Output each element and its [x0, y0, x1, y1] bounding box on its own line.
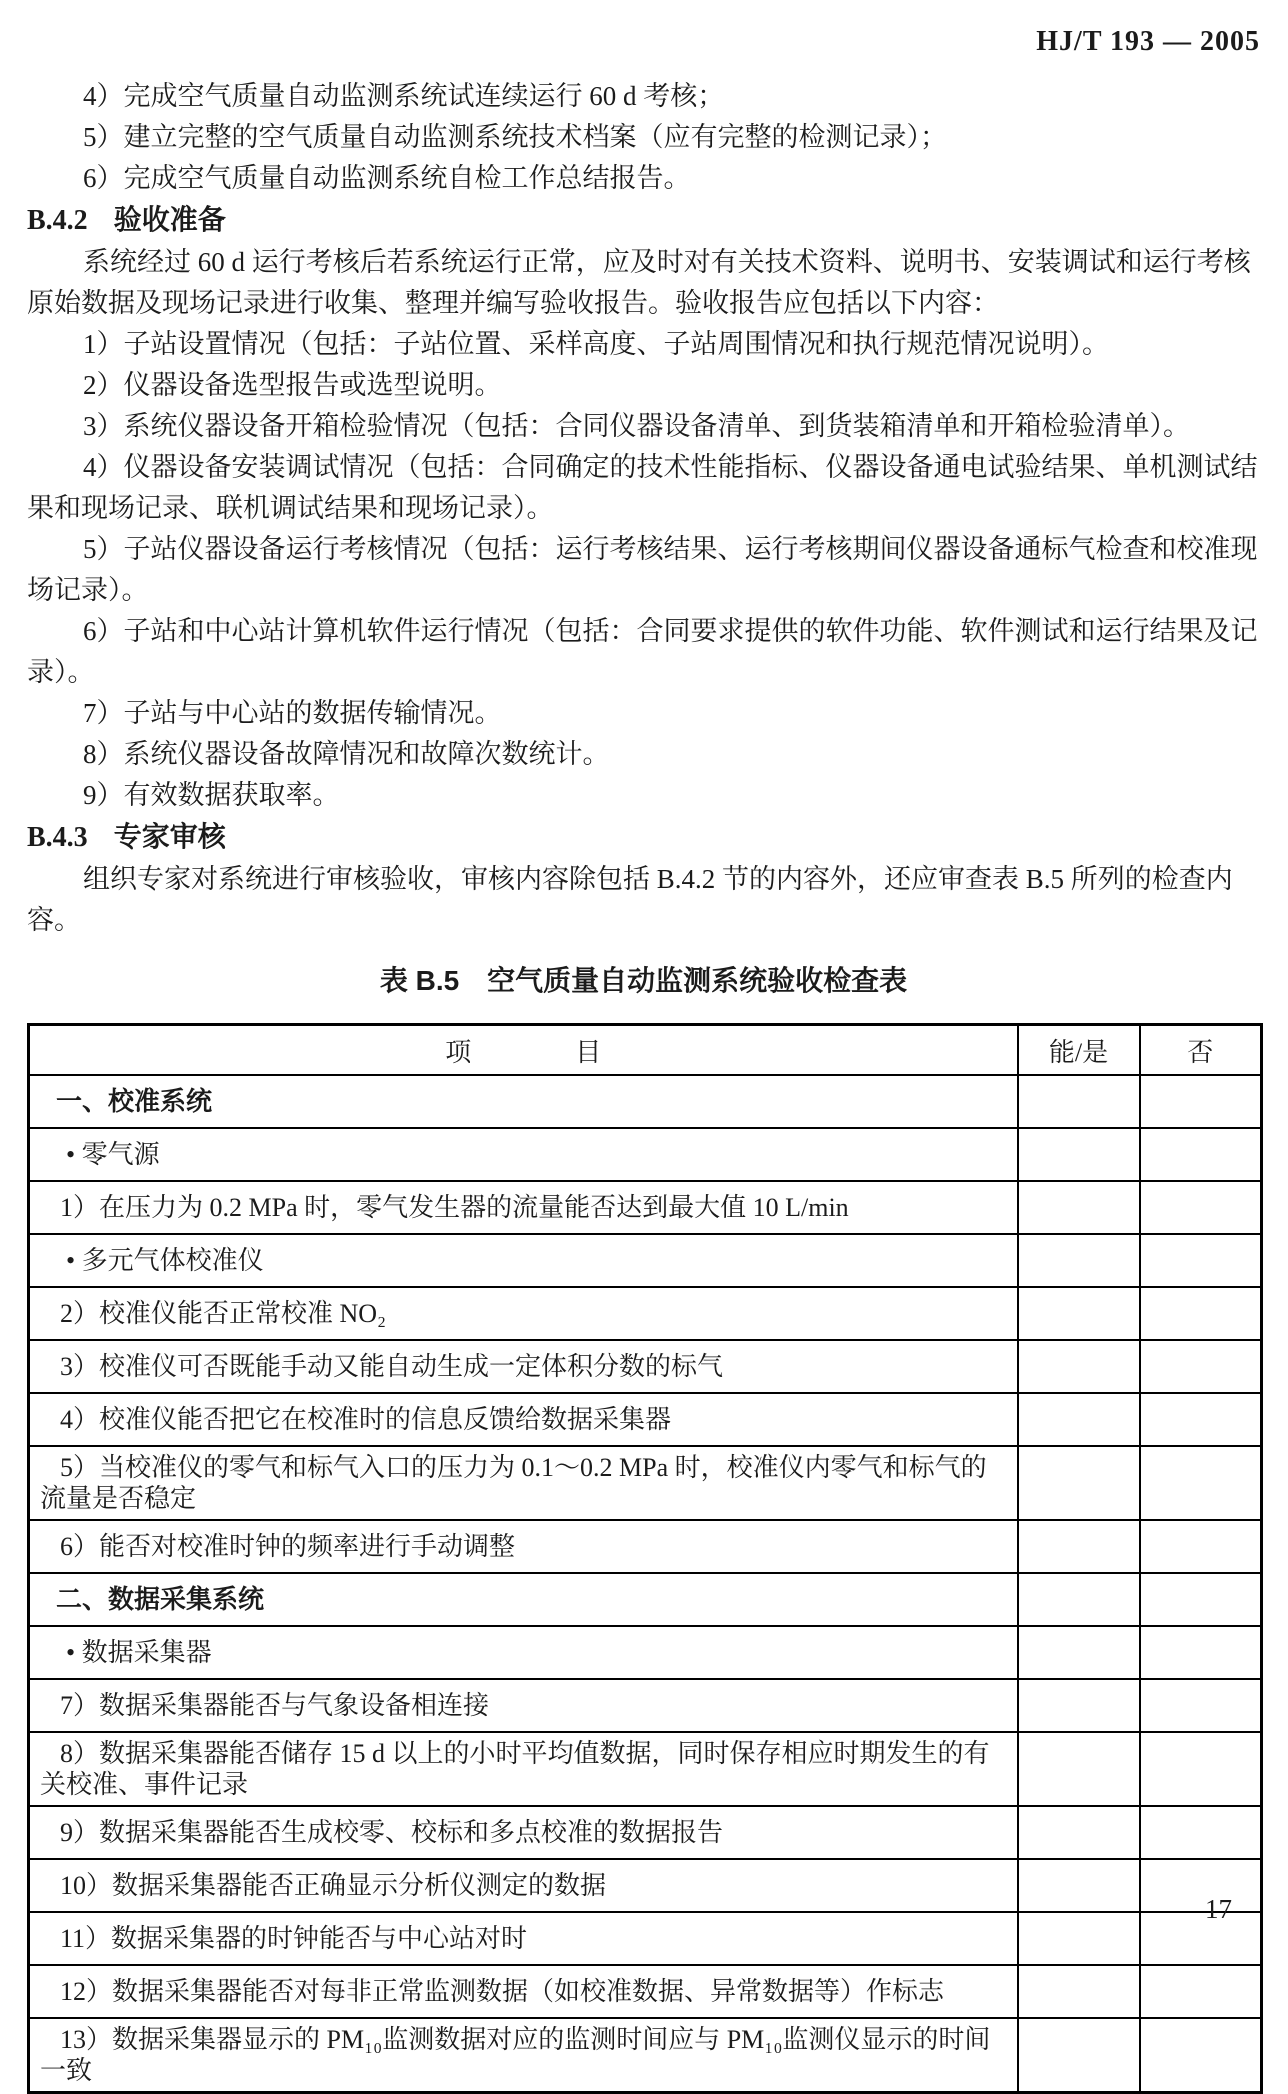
item-cell: 13）数据采集器显示的 PM₁₀监测数据对应的监测时间应与 PM₁₀监测仪显示的时间一致	[29, 2018, 1018, 2093]
table-title: 表 B.5 空气质量自动监测系统验收检查表	[379, 965, 908, 996]
doc-number: HJ/T 193 — 2005	[1036, 26, 1260, 57]
table-row	[29, 1340, 1262, 1393]
item-cell: 11）数据采集器的时钟能否与中心站对时	[29, 1912, 1018, 1965]
table-header-no: 否	[1140, 1025, 1262, 1076]
list-item: 1）子站设置情况（包括：子站位置、采样高度、子站周围情况和执行规范情况说明）。	[83, 329, 1109, 359]
no-cell	[1140, 1075, 1262, 1128]
item-cell: 2）校准仪能否正常校准 NO₂	[29, 1287, 1018, 1340]
item-cell: 1）在压力为 0.2 MPa 时，零气发生器的流量能否达到最大值 10 L/min	[29, 1181, 1018, 1234]
item-cell: 10）数据采集器能否正确显示分析仪测定的数据	[29, 1859, 1018, 1912]
table-row	[29, 1393, 1262, 1446]
table-row	[29, 1520, 1262, 1573]
yes-cell	[1018, 1912, 1140, 1965]
yes-cell	[1018, 1393, 1140, 1446]
no-cell	[1140, 1732, 1262, 1806]
table-row	[29, 1234, 1262, 1287]
yes-cell	[1018, 1446, 1140, 1520]
paragraph-b43: 组织专家对系统进行审核验收，审核内容除包括 B.4.2 节的内容外，还应审查表 B.5 所列的检查内容。	[27, 864, 1233, 935]
section-heading-b43	[27, 816, 1260, 859]
list-item: 8）系统仪器设备故障情况和故障次数统计。	[83, 739, 610, 769]
yes-cell	[1018, 1075, 1140, 1128]
yes-cell	[1018, 1679, 1140, 1732]
list-item: 7）子站与中心站的数据传输情况。	[83, 698, 502, 728]
section-title: 验收准备	[113, 204, 226, 235]
yes-cell	[1018, 1573, 1140, 1626]
list-item: 6）子站和中心站计算机软件运行情况（包括：合同要求提供的软件功能、软件测试和运行结果及记录）。	[27, 616, 1258, 687]
no-cell	[1140, 1573, 1262, 1626]
table-row	[29, 1912, 1262, 1965]
item-cell: 9）数据采集器能否生成校零、校标和多点校准的数据报告	[29, 1806, 1018, 1859]
table-header-yes: 能/是	[1018, 1025, 1140, 1076]
table-row	[29, 1732, 1262, 1806]
acceptance-checklist-table	[27, 1023, 1263, 2094]
item-cell: • 数据采集器	[29, 1626, 1018, 1679]
yes-cell	[1018, 1965, 1140, 2018]
table-header-row	[29, 1025, 1262, 1076]
list-item: 4）仪器设备安装调试情况（包括：合同确定的技术性能指标、仪器设备通电试验结果、单机测试结果和现场记录、联机调试结果和现场记录）。	[27, 452, 1258, 523]
item-cell: 12）数据采集器能否对每非正常监测数据（如校准数据、异常数据等）作标志	[29, 1965, 1018, 2018]
no-cell	[1140, 1912, 1262, 1965]
table-row	[29, 1626, 1262, 1679]
table-row	[29, 1573, 1262, 1626]
table-row	[29, 2018, 1262, 2093]
list-item: 3）系统仪器设备开箱检验情况（包括：合同仪器设备清单、到货装箱清单和开箱检验清单）。	[83, 411, 1190, 441]
table-row	[29, 1181, 1262, 1234]
yes-cell	[1018, 1626, 1140, 1679]
item-cell: • 多元气体校准仪	[29, 1234, 1018, 1287]
item-cell: 5）当校准仪的零气和标气入口的压力为 0.1～0.2 MPa 时，校准仪内零气和标气的流量是否稳定	[29, 1446, 1018, 1520]
yes-cell	[1018, 1806, 1140, 1859]
item-cell: 8）数据采集器能否储存 15 d 以上的小时平均值数据，同时保存相应时期发生的有关校准、事件记录	[29, 1732, 1018, 1806]
list-item: 4）完成空气质量自动监测系统试连续运行 60 d 考核；	[83, 81, 725, 111]
no-cell	[1140, 2018, 1262, 2093]
paragraph-b42: 系统经过 60 d 运行考核后若系统运行正常，应及时对有关技术资料、说明书、安装调试和运行考核原始数据及现场记录进行收集、整理并编写验收报告。验收报告应包括以下内容：	[27, 247, 1251, 318]
yes-cell	[1018, 1520, 1140, 1573]
item-cell: 3）校准仪可否既能手动又能自动生成一定体积分数的标气	[29, 1340, 1018, 1393]
table-row	[29, 1446, 1262, 1520]
item-cell: 二、数据采集系统	[29, 1573, 1018, 1626]
yes-cell	[1018, 1859, 1140, 1912]
list-item: 6）完成空气质量自动监测系统自检工作总结报告。	[83, 163, 691, 193]
yes-cell	[1018, 2018, 1140, 2093]
no-cell	[1140, 1181, 1262, 1234]
section-number: B.4.3	[27, 822, 88, 853]
no-cell	[1140, 1393, 1262, 1446]
no-cell	[1140, 1626, 1262, 1679]
table-row	[29, 1806, 1262, 1859]
item-cell: 6）能否对校准时钟的频率进行手动调整	[29, 1520, 1018, 1573]
item-cell: 7）数据采集器能否与气象设备相连接	[29, 1679, 1018, 1732]
section-title: 专家审核	[113, 821, 226, 852]
section-number: B.4.2	[27, 205, 88, 236]
item-cell: 一、校准系统	[29, 1075, 1018, 1128]
item-cell: • 零气源	[29, 1128, 1018, 1181]
list-item: 5）建立完整的空气质量自动监测系统技术档案（应有完整的检测记录）；	[83, 122, 947, 152]
item-cell: 4）校准仪能否把它在校准时的信息反馈给数据采集器	[29, 1393, 1018, 1446]
table-row	[29, 1075, 1262, 1128]
yes-cell	[1018, 1128, 1140, 1181]
document-content	[27, 76, 1260, 2094]
list-item: 5）子站仪器设备运行考核情况（包括：运行考核结果、运行考核期间仪器设备通标气检查和校准现场记录）。	[27, 534, 1258, 605]
yes-cell	[1018, 1234, 1140, 1287]
page-number: 17	[1205, 1894, 1232, 1924]
no-cell	[1140, 1859, 1262, 1912]
section-heading-b42	[27, 199, 1260, 242]
table-row	[29, 1965, 1262, 2018]
no-cell	[1140, 1520, 1262, 1573]
table-row	[29, 1128, 1262, 1181]
no-cell	[1140, 1806, 1262, 1859]
yes-cell	[1018, 1732, 1140, 1806]
no-cell	[1140, 1287, 1262, 1340]
yes-cell	[1018, 1287, 1140, 1340]
table-row	[29, 1859, 1262, 1912]
list-item: 2）仪器设备选型报告或选型说明。	[83, 370, 502, 400]
yes-cell	[1018, 1340, 1140, 1393]
table-row	[29, 1287, 1262, 1340]
yes-cell	[1018, 1181, 1140, 1234]
list-item: 9）有效数据获取率。	[83, 780, 340, 810]
no-cell	[1140, 1446, 1262, 1520]
table-header-item: 项 目	[29, 1025, 1018, 1076]
no-cell	[1140, 1679, 1262, 1732]
no-cell	[1140, 1965, 1262, 2018]
no-cell	[1140, 1340, 1262, 1393]
no-cell	[1140, 1234, 1262, 1287]
table-row	[29, 1679, 1262, 1732]
no-cell	[1140, 1128, 1262, 1181]
